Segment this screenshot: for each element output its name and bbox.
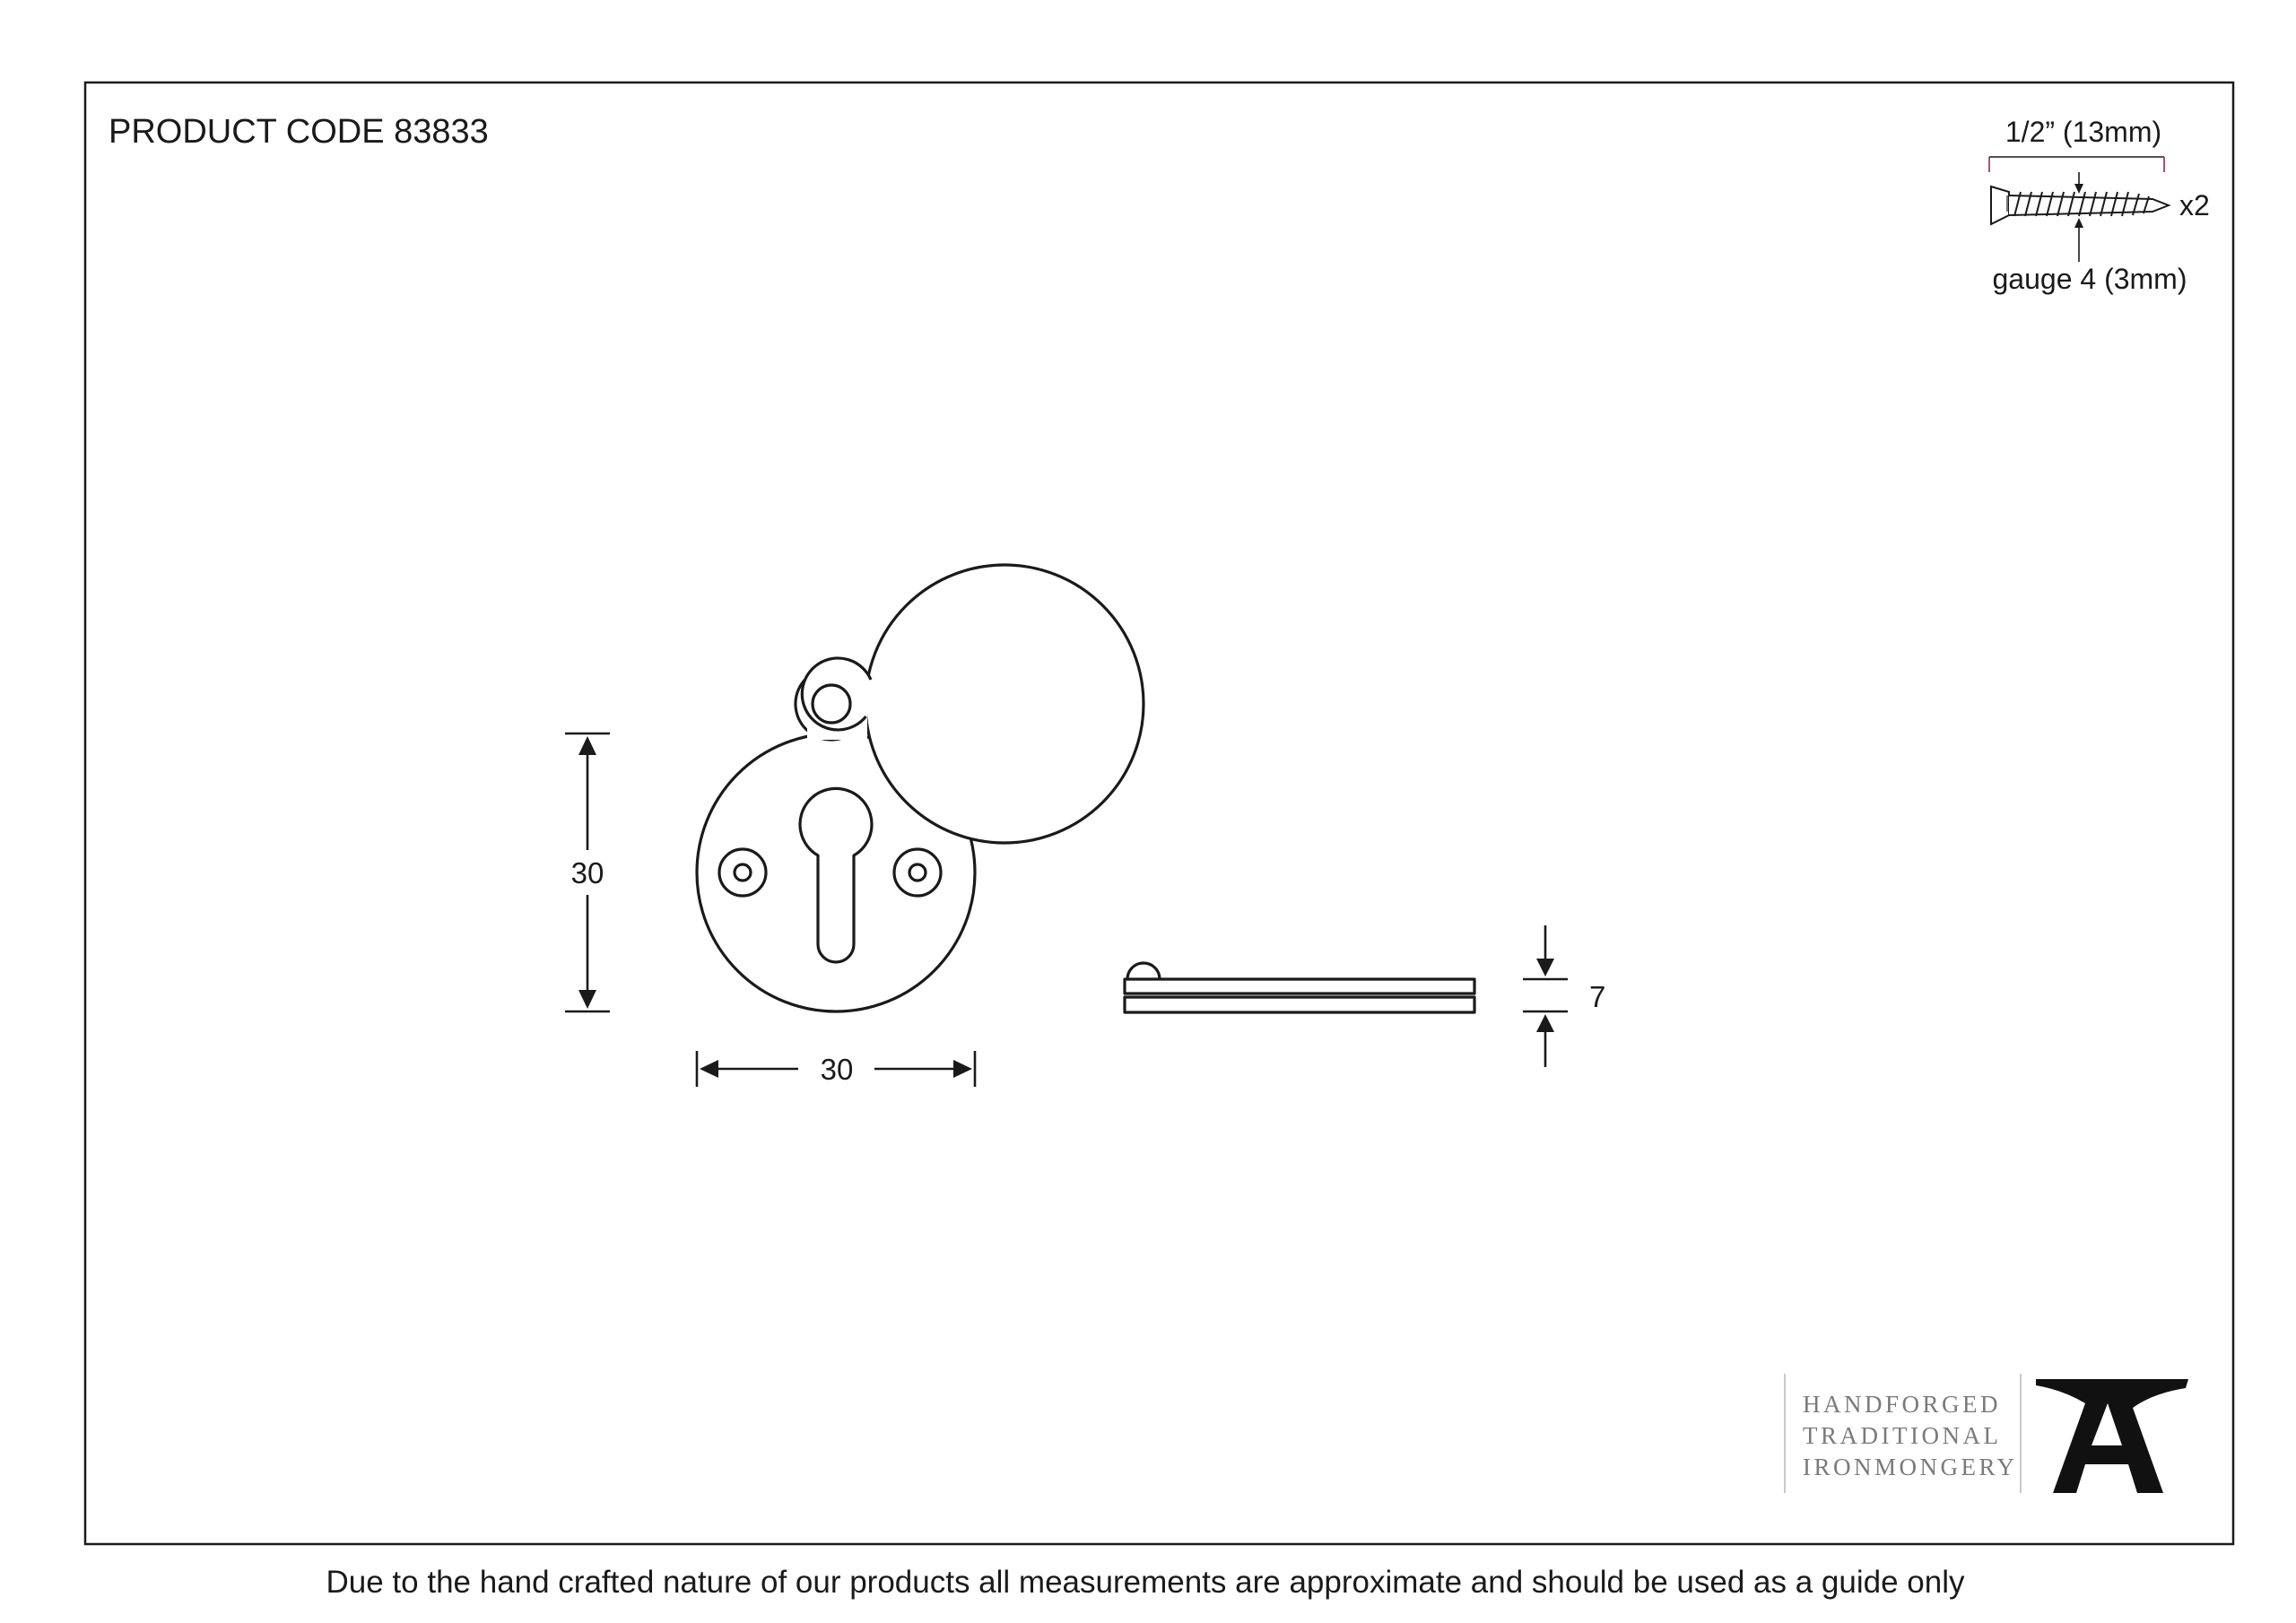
side-view-pivot [1127, 963, 1160, 979]
screw-hole-right-inner [909, 864, 926, 881]
screw-length-label: 1/2” (13mm) [2005, 116, 2162, 148]
side-view-cover [1125, 979, 1474, 994]
height-dimension [565, 733, 610, 1011]
thickness-dimension [1523, 925, 1605, 1067]
screw-icon [1991, 187, 2169, 224]
brand-line-2: TRADITIONAL [1803, 1422, 2002, 1449]
screw-spec [1989, 116, 2210, 295]
product-code: PRODUCT CODE 83833 [109, 113, 489, 151]
escutcheon-front-view [697, 565, 1144, 1011]
side-view-base [1125, 997, 1474, 1012]
screw-hole-left-inner [735, 864, 751, 881]
screw-quantity-label: x2 [2179, 189, 2210, 221]
pivot-rivet [813, 685, 850, 723]
brand-block [1785, 1374, 2188, 1493]
brand-line-1: HANDFORGED [1803, 1391, 2002, 1418]
brand-line-3: IRONMONGERY [1803, 1454, 2018, 1480]
anvil-a-logo-icon [2036, 1379, 2188, 1493]
width-dimension-label: 30 [820, 1053, 854, 1086]
drawing-border [85, 82, 2233, 1544]
screw-gauge-label: gauge 4 (3mm) [1992, 263, 2187, 295]
escutcheon-cover-plate [865, 565, 1144, 843]
measurement-disclaimer: Due to the hand crafted nature of our products all measurements are approximate and should be used as a guide only [326, 1565, 1965, 1600]
height-dimension-label: 30 [570, 856, 604, 890]
escutcheon-side-view [1125, 963, 1474, 1012]
thickness-dimension-label: 7 [1589, 980, 1606, 1013]
width-dimension [697, 1051, 975, 1087]
